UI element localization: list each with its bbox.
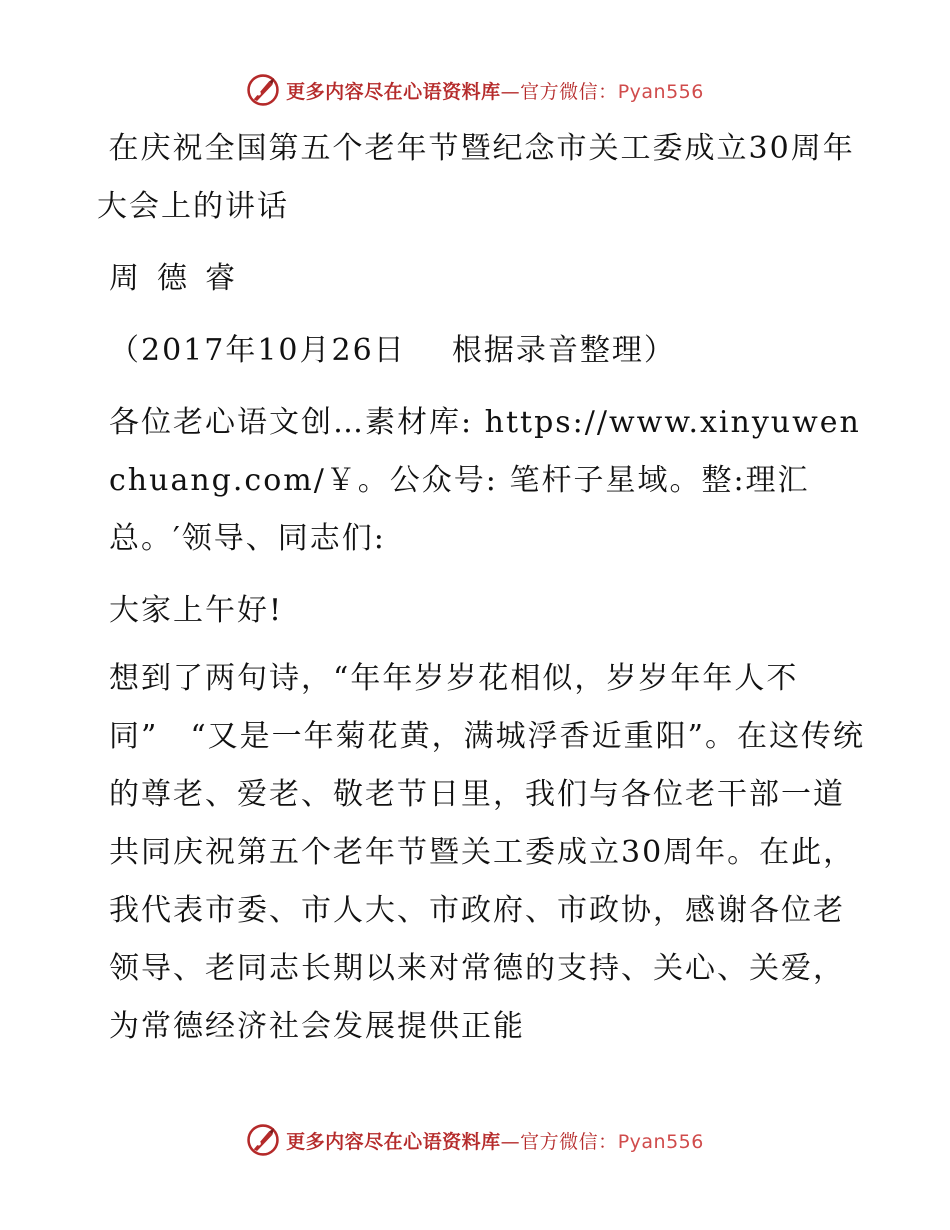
watermark-main-text: 更多内容尽在心语资料库 — [286, 1130, 501, 1153]
watermark-text — [286, 77, 704, 104]
document-notice: 各位老心语文创…素材库: https://www.xinyuwenchuang.com/￥。公众号: 笔杆子星域。整:理汇总。′领导、同志们: — [109, 405, 861, 556]
footer-watermark — [0, 1120, 950, 1160]
watermark-separator: — — [500, 80, 521, 103]
document-greeting: 大家上午好! — [109, 593, 284, 628]
document-body — [97, 120, 867, 1070]
watermark-account: Pyan556 — [617, 1130, 704, 1153]
document-author: 周德睿 — [109, 261, 253, 296]
quill-logo-icon — [246, 73, 280, 107]
watermark-text — [286, 1127, 704, 1154]
watermark-official-text: 官方微信： — [520, 80, 618, 103]
document-date-note: （2017年10月26日 根据录音整理） — [109, 333, 676, 368]
document-title: 在庆祝全国第五个老年节暨纪念市关工委成立30周年大会上的讲话 — [97, 131, 855, 224]
quill-logo-icon — [246, 1123, 280, 1157]
watermark-separator: — — [500, 1130, 521, 1153]
watermark-official-text: 官方微信： — [520, 1130, 618, 1153]
document-body-paragraph: 想到了两句诗，“年年岁岁花相似，岁岁年年人不同” “又是一年菊花黄，满城浮香近重阳”。在这传统的尊老、爱老、敬老节日里，我们与各位老干部一道共同庆祝第五个老年节暨关工委成立30周年。在此，我代表市委、市人大、市政府、市政协，感谢各位老领导、老同志长期以来对常德的支持、关心、关爱，为常德经济社会发展提供正能 — [109, 661, 866, 1044]
watermark-main-text: 更多内容尽在心语资料库 — [286, 80, 501, 103]
watermark-account: Pyan556 — [617, 80, 704, 103]
header-watermark — [0, 70, 950, 110]
